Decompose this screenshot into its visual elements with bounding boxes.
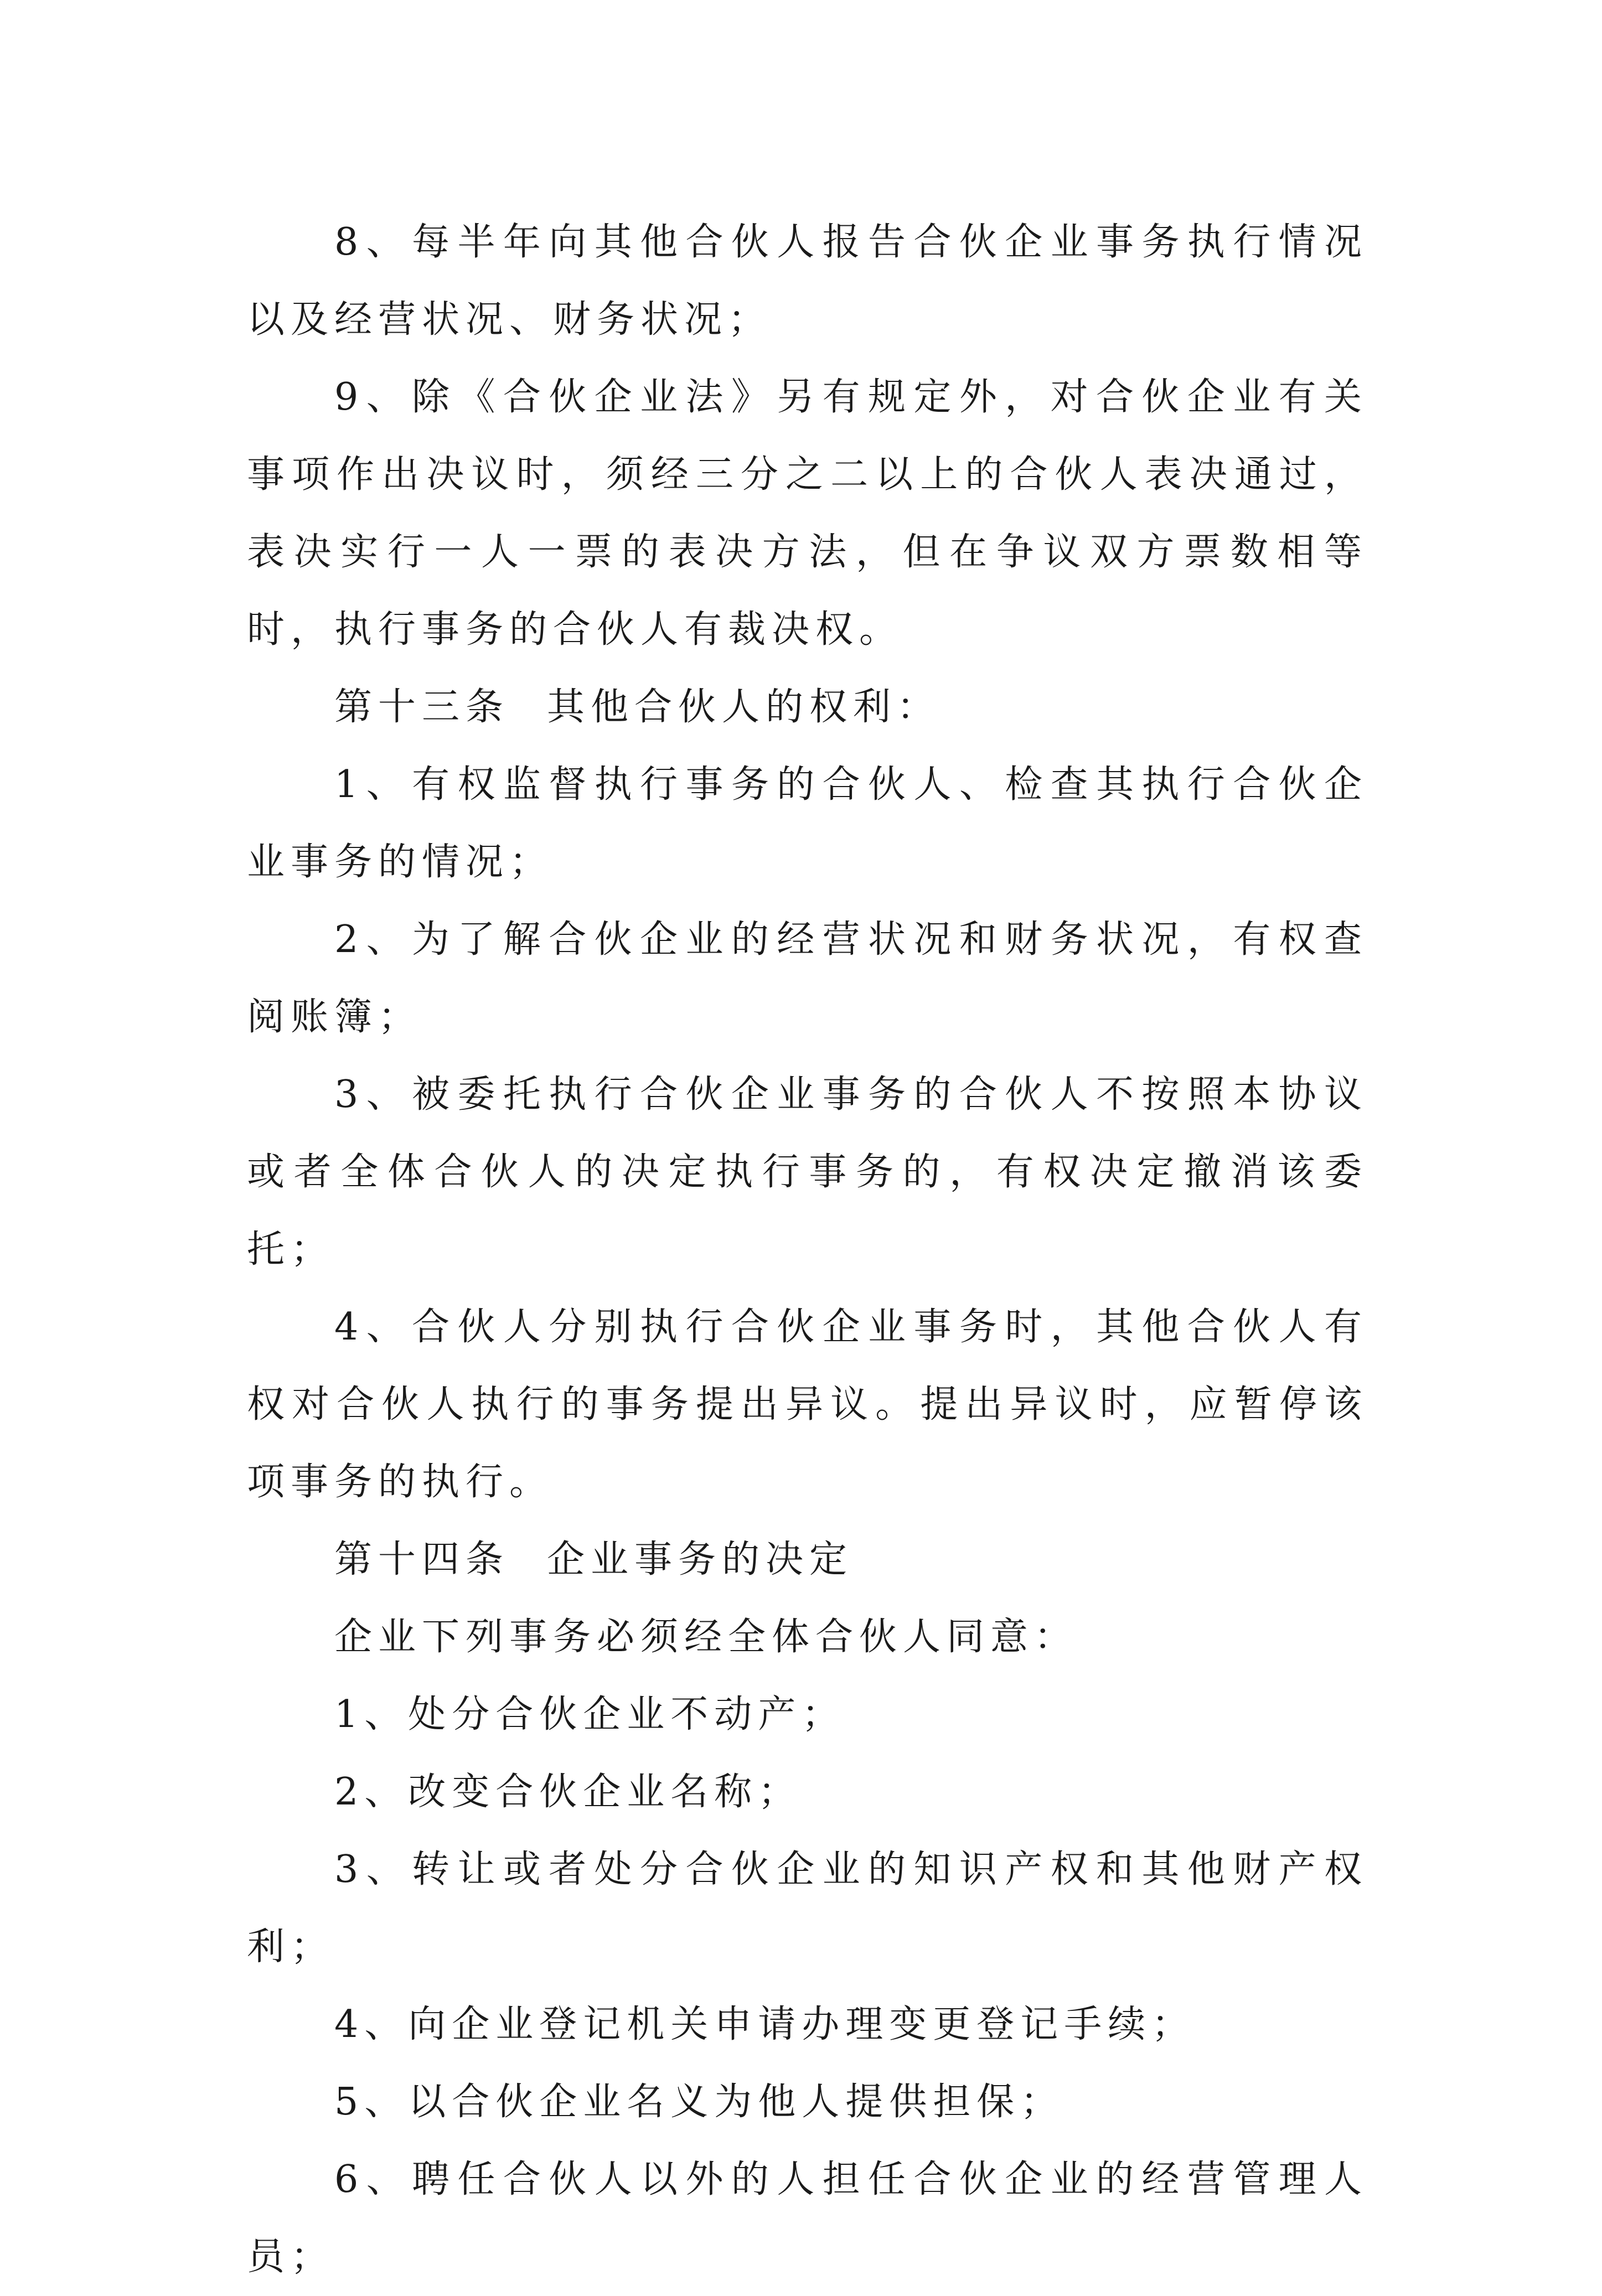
article-13-number: 第十三条 (334, 685, 510, 729)
article-14-item-6: 6、聘任合伙人以外的人担任合伙企业的经营管理人员； (247, 2158, 1368, 2279)
article-13-title: 其他合伙人的权利： (547, 685, 941, 729)
article-14-number: 第十四条 (334, 1538, 510, 1581)
document-body (247, 204, 1368, 2296)
clause-8: 8、每半年向其他合伙人报告合伙企业事务执行情况以及经营状况、财务状况； (247, 220, 1368, 342)
article-14-item-4: 4、向企业登记机关申请办理变更登记手续； (334, 2003, 1196, 2046)
article-14-item-2: 2、改变合伙企业名称； (334, 1770, 802, 1814)
article-14-title: 企业事务的决定 (547, 1538, 854, 1581)
article-14-heading (247, 1521, 1368, 1599)
article-14-item-3: 3、转让或者处分合伙企业的知识产权和其他财产权利； (247, 1848, 1368, 1969)
article-13-heading (247, 669, 1368, 746)
article-14-item-5: 5、以合伙企业名义为他人提供担保； (334, 2080, 1064, 2124)
article-14-item-1: 1、处分合伙企业不动产； (334, 1693, 846, 1736)
article-14-intro: 企业下列事务必须经全体合伙人同意： (334, 1615, 1078, 1659)
article-13-item-2: 2、为了解合伙企业的经营状况和财务状况，有权查阅账簿； (247, 918, 1368, 1039)
article-13-item-4: 4、合伙人分别执行合伙企业事务时，其他合伙人有权对合伙人执行的事务提出异议。提出异议时，应暂停该项事务的执行。 (247, 1305, 1368, 1504)
article-13-item-3: 3、被委托执行合伙企业事务的合伙人不按照本协议或者全体合伙人的决定执行事务的，有权决定撤消该委托； (247, 1073, 1368, 1271)
clause-9: 9、除《合伙企业法》另有规定外，对合伙企业有关事项作出决议时，须经三分之二以上的合伙人表决通过，表决实行一人一票的表决方法，但在争议双方票数相等时，执行事务的合伙人有裁决权。 (247, 375, 1368, 651)
article-13-item-1: 1、有权监督执行事务的合伙人、检查其执行合伙企业事务的情况； (247, 763, 1368, 884)
